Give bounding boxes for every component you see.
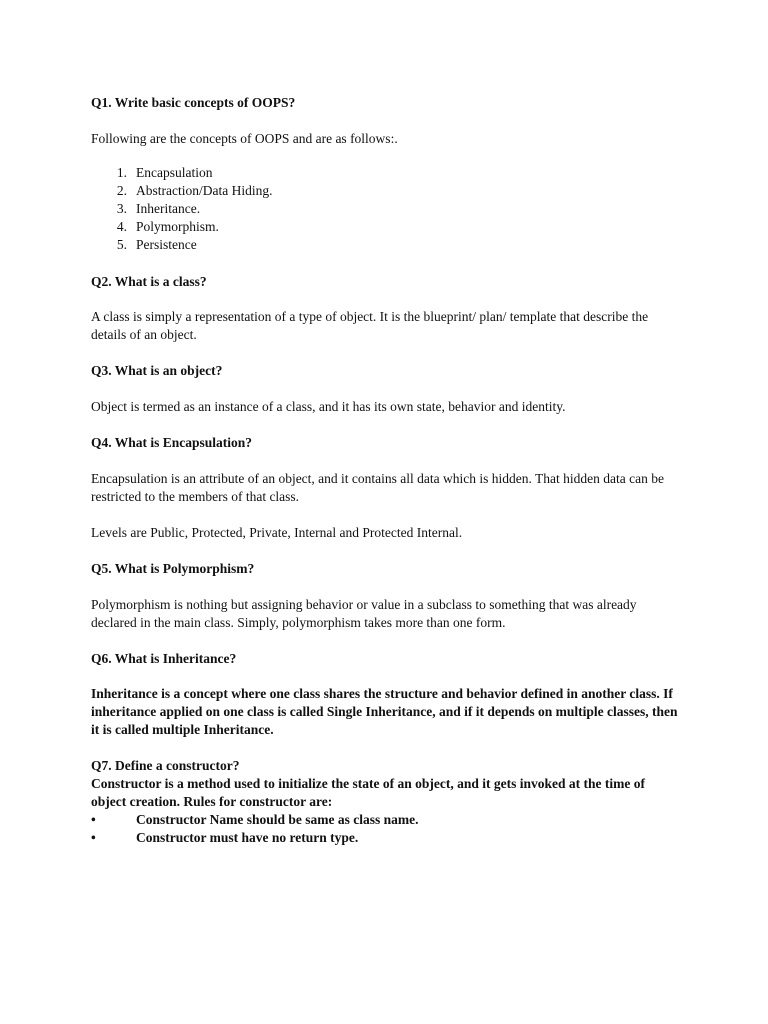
list-text: Abstraction/Data Hiding.	[136, 183, 273, 198]
list-number: 3.	[116, 201, 127, 216]
q5-answer: Polymorphism is nothing but assigning behavior or value in a subclass to something that was already declared in the main class. Simply, polymorphism takes more than one form.	[91, 597, 637, 630]
list-text: Polymorphism.	[136, 219, 219, 234]
q2-answer: A class is simply a representation of a type of object. It is the blueprint/ plan/ template that describe the details of an object.	[91, 309, 649, 342]
q3-heading: Q3. What is an object?	[91, 363, 223, 378]
list-number: 1.	[116, 165, 127, 180]
bullet-icon: •	[91, 812, 96, 827]
q6-answer: Inheritance is a concept where one class shares the structure and behavior defined in another class. If inheritance applied on one class is called Single Inheritance, and if it depends on multiple classes, then it is called multiple Inheritance.	[91, 686, 678, 737]
q7-heading: Q7. Define a constructor?	[91, 758, 240, 773]
q4-heading: Q4. What is Encapsulation?	[91, 435, 253, 450]
q5-heading: Q5. What is Polymorphism?	[91, 561, 255, 576]
q3-answer: Object is termed as an instance of a class, and it has its own state, behavior and identity.	[91, 399, 566, 414]
list-text: Constructor must have no return type.	[136, 830, 359, 845]
q6-heading: Q6. What is Inheritance?	[91, 651, 237, 666]
list-number: 5.	[116, 237, 127, 252]
q4-answer: Encapsulation is an attribute of an object, and it contains all data which is hidden. That hidden data can be restricted to the members of that class.	[91, 471, 664, 504]
q1-heading: Q1. Write basic concepts of OOPS?	[91, 95, 296, 110]
bullet-icon: •	[91, 830, 96, 845]
q2-heading: Q2. What is a class?	[91, 274, 207, 289]
list-text: Constructor Name should be same as class name.	[136, 812, 419, 827]
list-text: Inheritance.	[136, 201, 201, 216]
q7-answer: Constructor is a method used to initialize the state of an object, and it gets invoked at the time of object creation. Rules for constructor are:	[91, 776, 645, 809]
list-text: Encapsulation	[136, 165, 213, 180]
list-number: 4.	[116, 219, 127, 234]
list-number: 2.	[116, 183, 127, 198]
q4-levels: Levels are Public, Protected, Private, Internal and Protected Internal.	[91, 525, 463, 540]
q1-intro: Following are the concepts of OOPS and are as follows:.	[91, 131, 398, 146]
list-text: Persistence	[136, 237, 197, 252]
